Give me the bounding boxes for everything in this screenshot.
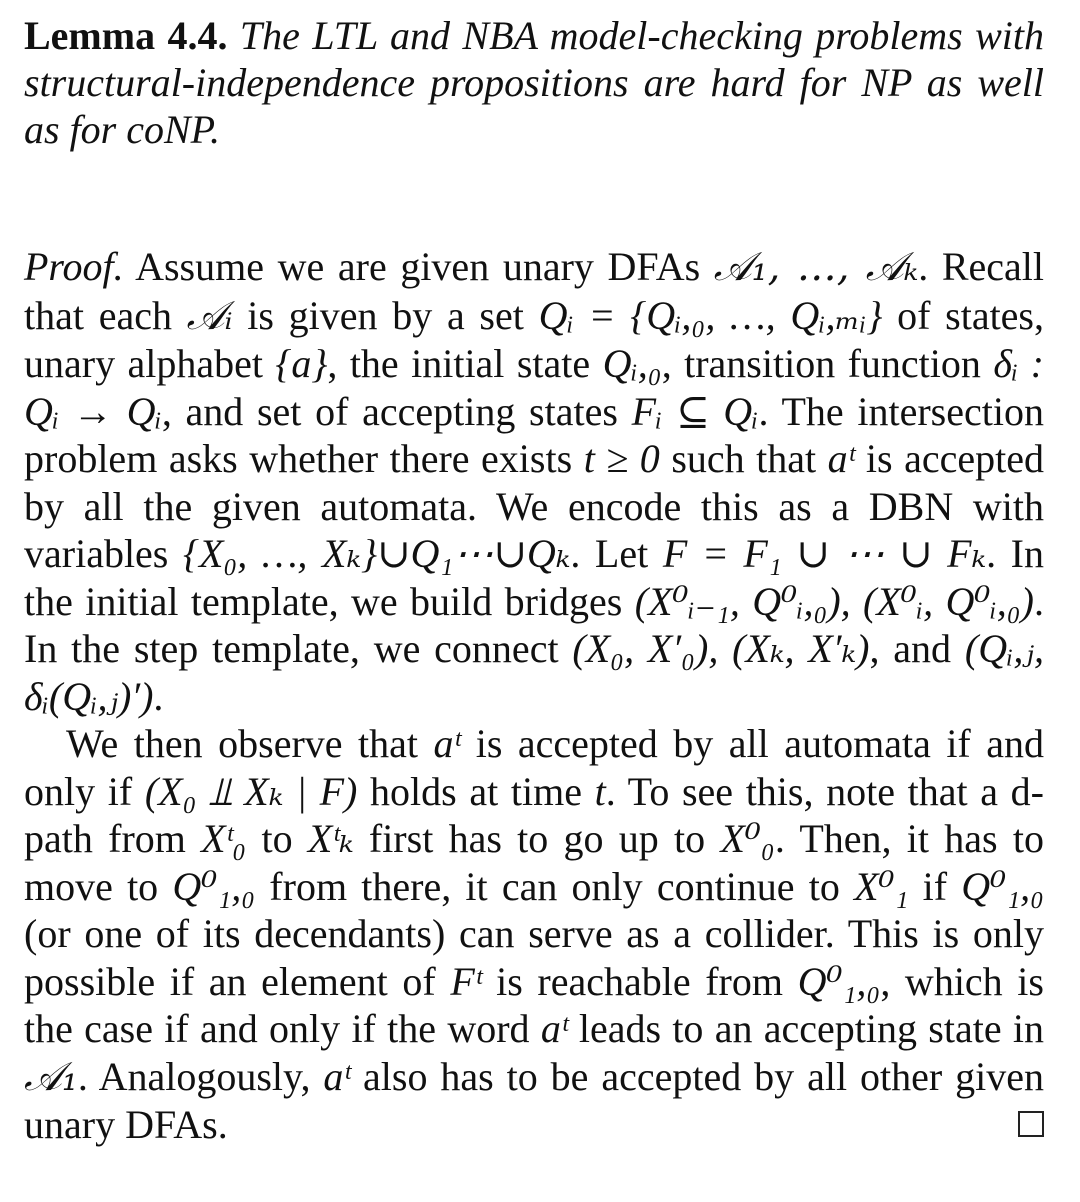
- proof-label: Proof.: [24, 244, 124, 289]
- text-fragment: . Then, it has to move to: [24, 816, 1044, 909]
- math-expression: Fᵗ: [450, 958, 482, 1004]
- math-expression: t: [594, 768, 606, 814]
- text-fragment: (or one of its decendants) can serve as a collider. This is only possible if an element of: [24, 911, 1044, 1004]
- math-expression: aᵗ: [540, 1006, 568, 1051]
- text-fragment: . Let: [570, 531, 663, 576]
- text-fragment: , which is the case if and only if the word: [24, 958, 1044, 1051]
- math-expression: Xᵗ₀: [201, 816, 247, 861]
- text-fragment: . The intersection problem asks whether there exists: [24, 388, 1044, 481]
- text-fragment: of states, unary alphabet: [24, 292, 1045, 386]
- math-expression: Xᵗₖ: [307, 816, 354, 861]
- text-fragment: . In the step template, we connect: [24, 578, 1044, 671]
- text-fragment: is given by a set: [232, 292, 539, 338]
- math-expression: F = F₁ ∪ ⋯ ∪ Fₖ: [662, 531, 987, 576]
- math-expression: 𝒜₁: [24, 1053, 78, 1100]
- math-expression: 𝒜₁, …, 𝒜ₖ: [713, 244, 919, 290]
- lemma-label: Lemma 4.4.: [24, 13, 228, 58]
- math-expression: Qᵢ = {Qᵢ,₀, …, Qᵢ,ₘᵢ}: [538, 292, 883, 338]
- text-fragment: if: [908, 863, 962, 909]
- math-expression: {a}: [275, 341, 328, 386]
- text-fragment: holds at time: [357, 768, 595, 814]
- math-expression: Q⁰₁,₀: [961, 863, 1044, 909]
- text-fragment: first has to go up to: [353, 816, 721, 861]
- math-expression: δᵢ : Qᵢ → Qᵢ: [24, 341, 1045, 434]
- lemma: [24, 12, 1044, 153]
- text-fragment: is reachable from: [481, 958, 798, 1004]
- math-expression: Qᵢ,₀: [602, 341, 662, 386]
- text-fragment: to: [246, 816, 308, 861]
- text-fragment: Assume we are given unary DFAs: [135, 244, 714, 289]
- text-fragment: . In the initial template, we build bridges: [24, 531, 1044, 624]
- math-expression: Q⁰₁,₀: [172, 863, 256, 909]
- lemma-statement: The LTL and NBA model-checking problems with structural-independence propositions are hard for NP as well as for coNP.: [24, 13, 1044, 152]
- math-expression: Q⁰₁,₀: [797, 958, 881, 1004]
- text-fragment: such that: [659, 436, 828, 481]
- math-expression: X⁰₀: [720, 816, 775, 861]
- text-fragment: , transition function: [661, 341, 994, 386]
- text-fragment: . Analogously,: [77, 1053, 324, 1099]
- math-expression: (X⁰ᵢ₋₁, Q⁰ᵢ,₀), (X⁰ᵢ, Q⁰ᵢ,₀): [634, 578, 1034, 624]
- text-fragment: leads to an accepting state in: [567, 1006, 1044, 1051]
- proof-paragraph-2: [24, 720, 1044, 1149]
- math-expression: t ≥ 0: [583, 436, 660, 481]
- math-expression: {X₀, …, Xₖ}∪Q₁⋯∪Qₖ: [182, 531, 571, 576]
- text-fragment: also has to be accepted by all other given unary DFAs.: [24, 1053, 1044, 1147]
- math-expression: (X₀ ⫫ Xₖ | F): [144, 768, 358, 814]
- math-expression: X⁰₁: [854, 863, 909, 909]
- qed-box-icon: [1018, 1111, 1044, 1137]
- text-fragment: We then observe that: [66, 721, 434, 766]
- text-fragment: , the initial state: [327, 341, 603, 386]
- proof-paragraph-1: [24, 243, 1044, 720]
- text-fragment: . To see this, note that a d-path from: [24, 768, 1045, 861]
- math-expression: aᵗ: [433, 721, 461, 766]
- text-fragment: . Recall that each: [24, 244, 1045, 338]
- text-fragment: .: [153, 673, 164, 719]
- page: [24, 12, 1044, 1149]
- math-expression: aᵗ: [323, 1053, 351, 1099]
- math-expression: (X₀, X′₀), (Xₖ, X′ₖ): [572, 626, 870, 671]
- text-fragment: , and: [869, 626, 965, 671]
- math-expression: 𝒜ᵢ: [186, 292, 233, 339]
- text-fragment: is accepted by all automata if and only if: [24, 721, 1044, 814]
- text-fragment: is accepted by all the given automata. We encode this as a DBN with variables: [24, 436, 1044, 576]
- text-fragment: , and set of accepting states: [161, 388, 632, 434]
- math-expression: (Qᵢ,ⱼ, δᵢ(Qᵢ,ⱼ)′): [24, 626, 1044, 719]
- proof: [24, 243, 1044, 1149]
- math-expression: aᵗ: [827, 436, 855, 481]
- text-fragment: from there, it can only continue to: [255, 863, 855, 909]
- math-expression: Fᵢ ⊆ Qᵢ: [631, 388, 759, 434]
